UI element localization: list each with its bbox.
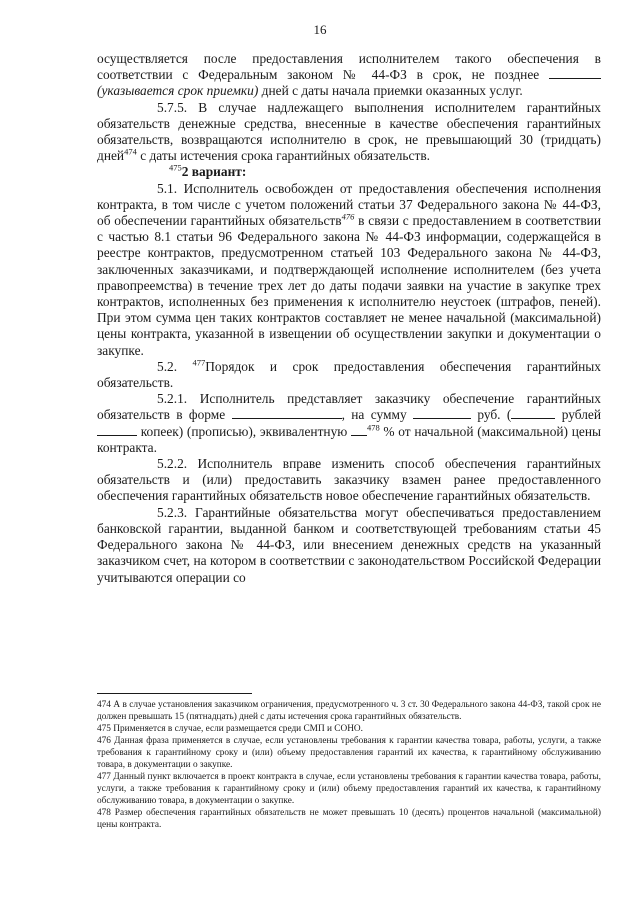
- blank-field: [549, 67, 601, 79]
- paragraph-5-2-1: 5.2.1. Исполнитель представляет заказчику обеспечение гарантийных обязательств в форме , на сумму руб. ( рублей копеек) (прописью), эквивалентную $^{478}$ % от начальной (максимальной) цены контракта.: [97, 391, 601, 455]
- footnote-476: 476 Данная фраза применяется в случае, если установлены требования к гарантии качества товара, работы, услуги, а также требования к гарантийному сроку и (или) объему предоставления гарантий их качества, к гарантийному обслуживанию товара, в документации о закупке.: [97, 736, 601, 770]
- footnote-ref-475: 475: [169, 162, 182, 173]
- blank-field: [351, 424, 367, 436]
- page-number: 16: [313, 22, 327, 37]
- blank-field: [232, 407, 342, 419]
- footnote-separator: [97, 693, 252, 694]
- footnote-477: 477 Данный пункт включается в проект контракта в случае, если установлены требования к гарантии качества товара, работы, услуги, а также требования к гарантийному сроку и (или) объему предоставления гарантий их качества, к гарантийному обслуживанию товара, в документации о закупке.: [97, 772, 601, 806]
- paragraph-5-2: 5.2. $^{477}$Порядок и срок предоставления обеспечения гарантийных обязательств.: [97, 357, 601, 391]
- footnote-475: 475 Применяется в случае, если размещается среди СМП и СОНО.: [97, 724, 363, 734]
- footnote-ref-474: 474: [124, 146, 137, 157]
- footnote-ref-478: 478: [366, 422, 380, 433]
- blank-field: [511, 407, 555, 419]
- blank-field: [413, 407, 471, 419]
- footnotes: [97, 699, 601, 831]
- paragraph-5-2-2: 5.2.2. Исполнитель вправе изменить способ обеспечения гарантийных обязательств и (или) предоставить заказчику взамен ранее предоставленного обеспечения гарантийных обязательств новое обеспечение гарантийных обязательств.: [97, 456, 601, 504]
- blank-field: [97, 424, 137, 436]
- footnote-ref-477: 477: [192, 357, 206, 368]
- paragraph-5-7-5: 5.7.5. В случае надлежащего выполнения исполнителем гарантийных обязательств денежные средства, внесенные в качестве обеспечения гарантийных обязательств, возвращаются исполнителю в срок, не превышающий 30 (тридцать) дней$^{474}$ с даты истечения срока гарантийных обязательств.: [97, 99, 601, 164]
- paragraph-return-term: осуществляется после предоставления исполнителем такого обеспечения в соответствии с Федеральным законом № 44-ФЗ в срок, не позднее (указывается срок приемки) дней с даты начала приемки оказанных услуг.: [97, 51, 601, 99]
- paragraph-5-2-3: 5.2.3. Гарантийные обязательства могут обеспечиваться предоставлением банковской гарантии, выданной банком и соответствующей требованиям статьи 45 Федерального закона № 44-ФЗ, или внесением денежных средств на указанный заказчиком счет, на котором в соответствии с законодательством Российской Федерации учитываются операции со: [97, 504, 601, 585]
- footnote-ref-476: 476: [341, 211, 355, 222]
- variant-heading: $^{475}$2 вариант:: [169, 162, 247, 180]
- document-body: [97, 51, 601, 586]
- paragraph-5-1: 5.1. Исполнитель освобожден от предоставления обеспечения исполнения контракта, в том числе с учетом положений статьи 37 Федерального закона № 44-ФЗ, об обеспечении гарантийных обязательств$^{476}$ в связи с предоставлением в соответствии с частью 8.1 статьи 96 Федерального закона № 44-ФЗ информации, содержащейся в реестре контрактов, предусмотренном статьей 103 Федерального закона № 44-ФЗ, заключенных заказчиками, и подтверждающей исполнение исполнителем (без учета правопреемства) в течение трех лет до даты подачи заявки на участие в закупке трех контрактов, исполненных без применения к исполнителю неустоек (штрафов, пеней). При этом сумма цен таких контрактов составляет не менее начальной (максимальной) цены контракта, указанной в извещении об осуществлении закупки и документации о закупке.: [97, 180, 601, 358]
- footnote-474: 474 А в случае установления заказчиком ограничения, предусмотренного ч. 3 ст. 30 Федерального закона 44-ФЗ, такой срок не должен превышать 15 (пятнадцать) дней с даты истечения срока гарантийных обязательств.: [97, 700, 601, 722]
- footnote-478: 478 Размер обеспечения гарантийных обязательств не может превышать 10 (десять) процентов начальной (максимальной) цены контракта.: [97, 808, 601, 830]
